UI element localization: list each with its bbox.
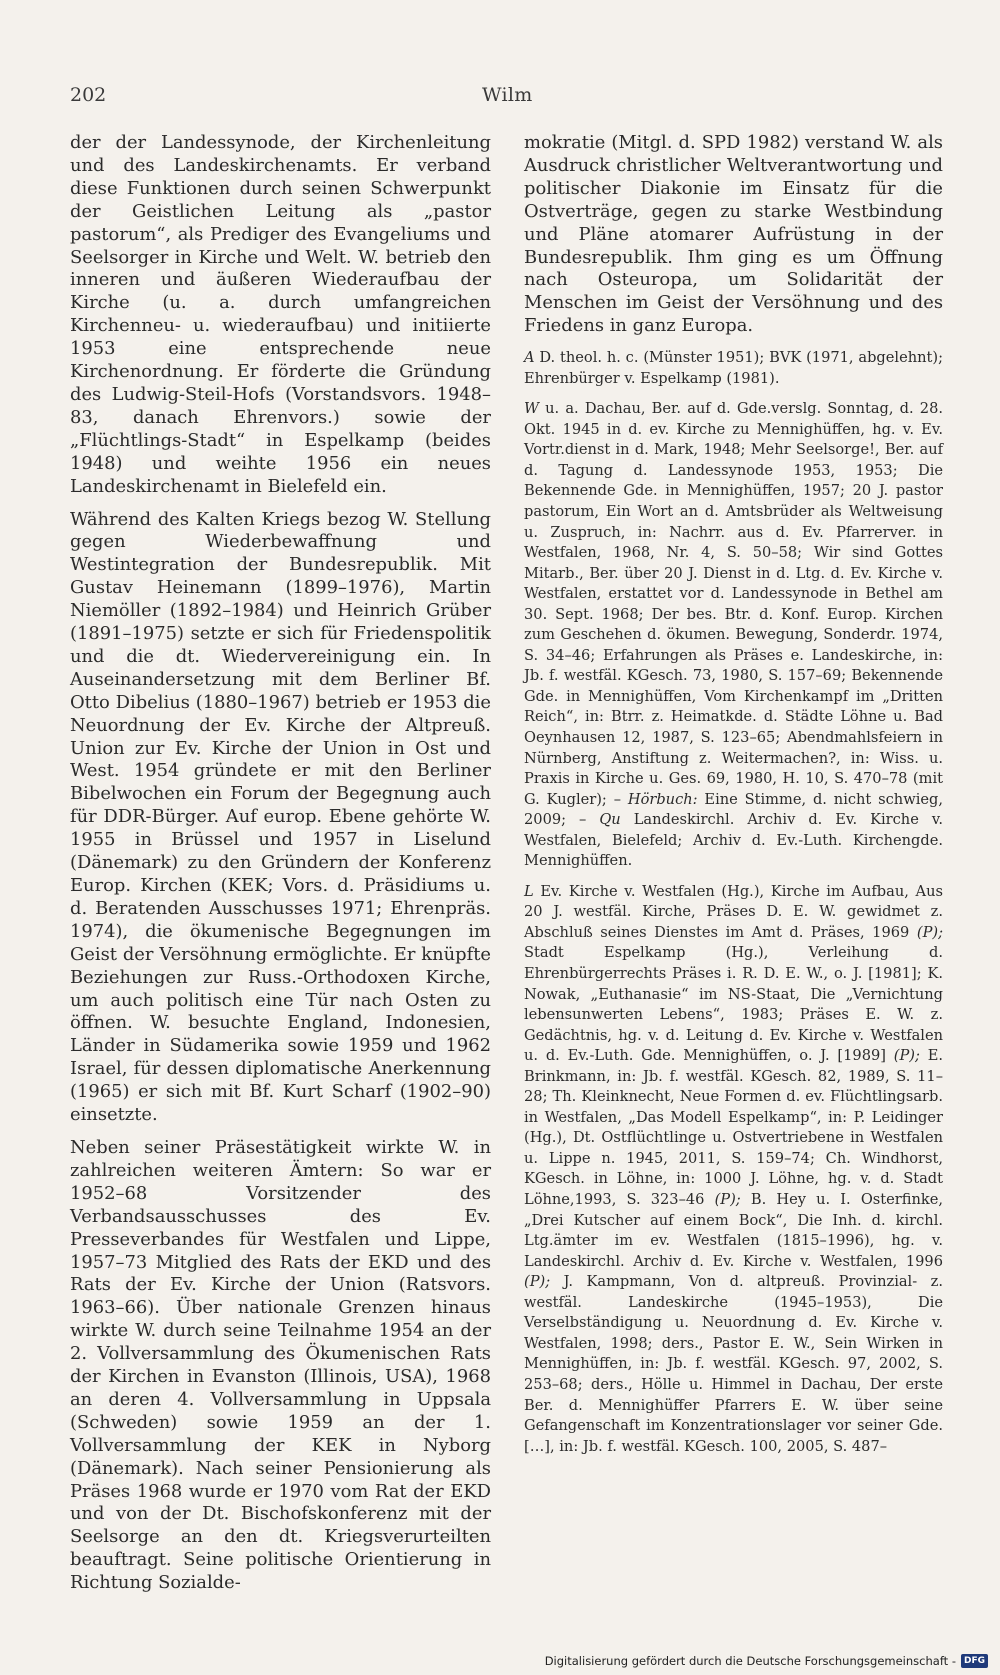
- sources-label: Qu: [599, 811, 621, 829]
- audiobook-label: Hörbuch:: [627, 790, 698, 808]
- footer-text: Digitalisierung gefördert durch die Deutsche Forschungsgemeinschaft -: [544, 1654, 956, 1668]
- literature-text-4: B. Hey u. I. Osterfinke, „Drei Kutscher auf einem Bock“, Die Inh. d. kirchl. Ltg.ämter im ev. Westfalen (1815–1996), hg. v. Landeskirchl. Archiv d. Ev. Kirche v. Westfalen, 1996: [524, 1191, 943, 1270]
- works-label: W: [524, 400, 539, 418]
- running-head: Wilm: [482, 84, 533, 106]
- awards-section: [524, 348, 943, 389]
- left-column: [70, 132, 491, 1605]
- page-number: 202: [70, 84, 107, 106]
- left-paragraph-2: Während des Kalten Kriegs bezog W. Stellung gegen Wiederbewaffnung und Westintegration der Bundesrepublik. Mit Gustav Heinemann (1899–1976), Martin Niemöller (1892–1984) und Heinrich Grüber (1891–1975) setzte er sich für Friedenspolitik und die dt. Wiedervereinigung ein. In Auseinandersetzung mit dem Berliner Bf. Otto Dibelius (1880–1967) betrieb er 1953 die Neuordnung der Ev. Kirche der Altpreuß. Union zur Ev. Kirche der Union in Ost und West. 1954 gründete er mit den Berliner Bibelwochen ein Forum der Begegnung auch für DDR-Bürger. Auf europ. Ebene gehörte W. 1955 in Brüssel und 1957 in Liselund (Dänemark) zu den Gründern der Konferenz Europ. Kirchen (KEK; Vors. d. Präsidiums u. d. Beratenden Ausschusses 1971; Ehrenpräs. 1974), die ökumenische Begegnungen im Geist der Versöhnung ermöglichte. Er knüpfte Beziehungen zur Russ.-Orthodoxen Kirche, um auch politisch eine Tür nach Osten zu öffnen. W. besuchte England, Indonesien, Länder in Südamerika sowie 1959 und 1962 Israel, für dessen diplomatische Anerkennung (1965) er sich mit Bf. Kurt Scharf (1902–90) einsetzte.: [70, 508, 491, 1126]
- portrait-marker-4: (P);: [524, 1273, 551, 1291]
- literature-text-1: Ev. Kirche v. Westfalen (Hg.), Kirche im Aufbau, Aus 20 J. westfäl. Kirche, Präses D. E. W. gewidmet z. Abschluß seines Dienstes im Amt d. Präses, 1969: [524, 882, 943, 941]
- dfg-logo: DFG: [961, 1654, 988, 1668]
- portrait-marker-2: (P);: [893, 1047, 920, 1065]
- left-paragraph-3: Neben seiner Präsestätigkeit wirkte W. in zahlreichen weiteren Ämtern: So war er 1952–68 Vorsitzender des Verbandsausschusses des Ev. Presseverbandes für Westfalen und Lippe, 1957–73 Mitglied des Rats der EKD und des Rats der Ev. Kirche der Union (Ratsvors. 1963–66). Über nationale Grenzen hinaus wirkte W. durch seine Teilnahme 1954 an der 2. Vollversammlung des Ökumenischen Rats der Kirchen in Evanston (Illinois, USA), 1968 an deren 4. Vollversammlung in Uppsala (Schweden) sowie 1959 an der 1. Vollversammlung der KEK in Nyborg (Dänemark). Nach seiner Pensionierung als Präses 1968 wurde er 1970 vom Rat der EKD und von der Dt. Bischofskonferenz mit der Seelsorge an den dt. Kriegsverurteilten beauftragt. Seine politische Orientierung in Richtung Sozialde-: [70, 1136, 491, 1594]
- works-section: [524, 399, 943, 872]
- works-text-2: Eine Stimme, d. nicht schwieg, 2009; –: [524, 790, 943, 829]
- literature-section: [524, 882, 943, 1457]
- portrait-marker-1: (P);: [916, 923, 943, 941]
- literature-text-5: J. Kampmann, Von d. altpreuß. Provinzial- z. westfäl. Landeskirche (1945–1953), Die Verselbständigung u. Neuordnung d. Ev. Kirche v. Westfalen, 1998; ders., Pastor E. W., Sein Wirken in Mennighüffen, in: Jb. f. westfäl. KGesch. 97, 2002, S. 253–68; ders., Hölle u. Himmel in Dachau, Der erste Ber. d. Mennighüffer Pfarrers E. W. über seine Gefangenschaft im Konzentrationslager vor seiner Gde. […], in: Jb. f. westfäl. KGesch. 100, 2005, S. 487–: [524, 1273, 943, 1455]
- digitization-footer: [545, 1654, 988, 1668]
- literature-label: L: [524, 882, 534, 900]
- portrait-marker-3: (P);: [714, 1191, 741, 1209]
- awards-text: D. theol. h. c. (Münster 1951); BVK (1971, abgelehnt); Ehrenbürger v. Espelkamp (1981).: [524, 349, 943, 387]
- literature-text-2: Stadt Espelkamp (Hg.), Verleihung d. Ehrenbürgerrechts Präses i. R. D. E. W., o. J. [1981]; K. Nowak, „Euthanasie“ im NS-Staat, Die „Vernichtung lebensunwerten Lebens“, 1983; Präses E. W. z. Gedächtnis, hg. v. d. Leitung d. Ev. Kirche v. Westfalen u. d. Ev.-Luth. Gde. Mennighüffen, o. J. [1989]: [524, 944, 943, 1065]
- works-text-1: u. a. Dachau, Ber. auf d. Gde.verslg. Sonntag, d. 28. Okt. 1945 in d. ev. Kirche zu Mennighüffen, hg. v. Ev. Vortr.dienst in d. Mark, 1948; Mehr Seelsorge!, Ber. auf d. Tagung d. Landessynode 1953, 1953; Die Bekennende Gde. in Mennighüffen, 1957; 20 J. pastor pastorum, Ein Wort an d. Amtsbrüder als Weltweisung u. Zuspruch, in: Nachrr. aus d. Ev. Pfarrerver. in Westfalen, 1968, Nr. 4, S. 50–58; Wir sind Gottes Mitarb., Ber. über 20 J. Dienst in d. Ltg. d. Ev. Kirche v. Westfalen, erstattet vor d. Landessynode in Bethel am 30. Sept. 1968; Der bes. Btr. d. Konf. Europ. Kirchen zum Geschehen d. ökumen. Bewegung, Sonderdr. 1974, S. 34–46; Erfahrungen als Präses e. Landeskirche, in: Jb. f. westfäl. KGesch. 73, 1980, S. 157–69; Bekennende Gde. in Mennighüffen, Vom Kirchenkampf im „Dritten Reich“, in: Btrr. z. Heimatkde. d. Städte Löhne u. Bad Oeynhausen 12, 1987, S. 123–65; Abendmahlsfeiern in Nürnberg, Anstiftung z. Weitermachen?, in: Wiss. u. Praxis in Kirche u. Ges. 69, 1980, H. 10, S. 470–78 (mit G. Kugler); –: [524, 400, 943, 808]
- right-column: [524, 132, 943, 1467]
- works-text-3: Landeskirchl. Archiv d. Ev. Kirche v. Westfalen, Bielefeld; Archiv d. Ev.-Luth. Kirchengde. Mennighüffen.: [524, 811, 943, 870]
- awards-label: A: [524, 349, 535, 367]
- right-body-paragraph: mokratie (Mitgl. d. SPD 1982) verstand W. als Ausdruck christlicher Weltverantwortung und politischer Diakonie im Einsatz für die Ostverträge, gegen zu starke Westbindung und Pläne atomarer Aufrüstung in der Bundesrepublik. Ihm ging es um Öffnung nach Osteuropa, um Solidarität der Menschen im Geist der Versöhnung und des Friedens in ganz Europa.: [524, 132, 943, 337]
- left-paragraph-1: der der Landessynode, der Kirchenleitung und des Landeskirchenamts. Er verband diese Funktionen durch seinen Schwerpunkt der Geistlichen Leitung als „pastor pastorum“, als Prediger des Evangeliums und Seelsorger in Kirche und Welt. W. betrieb den inneren und äußeren Wiederaufbau der Kirche (u. a. durch umfangreichen Kirchenneu- u. wiederaufbau) und initiierte 1953 eine entsprechende neue Kirchenordnung. Er förderte die Gründung des Ludwig-Steil-Hofs (Vorstandsvors. 1948–83, danach Ehrenvors.) sowie der „Flüchtlings-Stadt“ in Espelkamp (beides 1948) und weihte 1956 ein neues Landeskirchenamt in Bielefeld ein.: [70, 132, 491, 497]
- literature-text-3: E. Brinkmann, in: Jb. f. westfäl. KGesch. 82, 1989, S. 11–28; Th. Kleinknecht, Neue Formen d. ev. Flüchtlingsarb. in Westfalen, „Das Modell Espelkamp“, in: P. Leidinger (Hg.), Dt. Ostflüchtlinge u. Ostvertriebene in Westfalen u. Lippe n. 1945, 2011, S. 159–74; Ch. Windhorst, KGesch. in Löhne, in: 1000 J. Löhne, hg. v. d. Stadt Löhne,1993, S. 323–46: [524, 1047, 943, 1209]
